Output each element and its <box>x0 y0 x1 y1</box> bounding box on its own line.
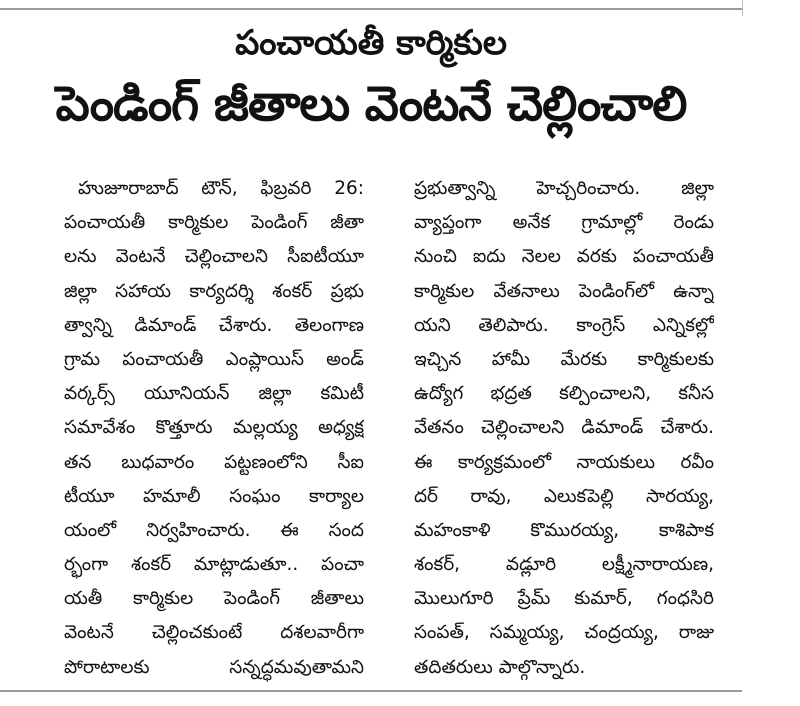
body-line: త్వాన్ని డిమాండ్ చేశారు. తెలంగాణ <box>64 314 364 336</box>
article-column-left <box>64 172 364 685</box>
body-line: వర్కర్స్ యూనియన్ జిల్లా కమిటీ <box>64 383 364 405</box>
body-line: వెంటనే చెల్లించకుంటే దశలవారీగా <box>64 622 364 644</box>
body-line: యతీ కార్మికుల పెండింగ్ జీతాలు <box>64 588 364 610</box>
article-column-right <box>414 172 714 685</box>
column-divider <box>742 0 743 16</box>
top-rule <box>0 8 742 10</box>
body-line: మొలుగూరి ప్రేమ్ కుమార్, గంధసిరి <box>414 588 714 610</box>
body-line: దర్ రావు, ఎలుకపెల్లి సారయ్య, <box>414 485 714 507</box>
body-line: శంకర్, వడ్లూరి లక్ష్మీనారాయణ, <box>414 554 714 576</box>
headline-line-1: పంచాయతీ కార్మికుల <box>235 23 507 63</box>
body-line: ఉద్యోగ భద్రత కల్పించాలని, కనీస <box>414 383 714 405</box>
body-line: వ్యాప్తంగా అనేక గ్రామాల్లో రెండు <box>414 212 714 234</box>
body-line: వేతనం చెల్లించాలని డిమాండ్ చేశారు. <box>414 417 714 439</box>
body-line: సంపత్, సమ్మయ్య, చంద్రయ్య, రాజు <box>414 622 714 644</box>
body-line: ర్భంగా శంకర్ మాట్లాడుతూ.. పంచా <box>64 554 364 576</box>
body-line: తన బుధవారం పట్టణంలోని సీఐ <box>64 451 364 473</box>
body-line: ఈ కార్యక్రమంలో నాయకులు రవీం <box>414 451 714 473</box>
body-line: తదితరులు పాల్గొన్నారు. <box>414 656 586 678</box>
body-line: పోరాటాలకు సన్నద్ధమవుతామని <box>64 656 364 678</box>
body-line: గ్రామ పంచాయతీ ఎంప్లాయిస్ అండ్ <box>64 348 364 370</box>
body-line: మహంకాళి కొమురయ్య, కాశిపాక <box>414 519 714 541</box>
body-line: లను వెంటనే చెల్లించాలని సీఐటీయూ <box>64 246 364 268</box>
headline-line-2: పెండింగ్ జీతాలు వెంటనే చెల్లించాలి <box>55 76 687 132</box>
body-line: జిల్లా సహాయ కార్యదర్శి శంకర్ ప్రభు <box>64 280 364 302</box>
body-line: నుంచి ఐదు నెలల వరకు పంచాయతీ <box>414 246 714 268</box>
body-line: టీయూ హమాలీ సంఘం కార్యాల <box>64 485 364 507</box>
body-line: పంచాయతీ కార్మికుల పెండింగ్ జీతా <box>64 212 364 234</box>
body-line: సమావేశం కొత్తూరు మల్లయ్య అధ్యక్ష <box>64 417 364 439</box>
body-line: కార్మికుల వేతనాలు పెండింగ్‌లో ఉన్నా <box>414 280 714 302</box>
body-line: యంలో నిర్వహించారు. ఈ సంద <box>64 519 364 541</box>
body-line: యని తెలిపారు. కాంగ్రెస్ ఎన్నికల్లో <box>414 314 714 336</box>
body-line: హుజూరాబాద్ టౌన్, ఫిబ్రవరి 26: <box>78 178 364 199</box>
body-line: ప్రభుత్వాన్ని హెచ్చరించారు. జిల్లా <box>414 178 714 199</box>
bottom-rule <box>0 690 742 692</box>
body-line: ఇచ్చిన హామీ మేరకు కార్మికులకు <box>414 348 714 370</box>
